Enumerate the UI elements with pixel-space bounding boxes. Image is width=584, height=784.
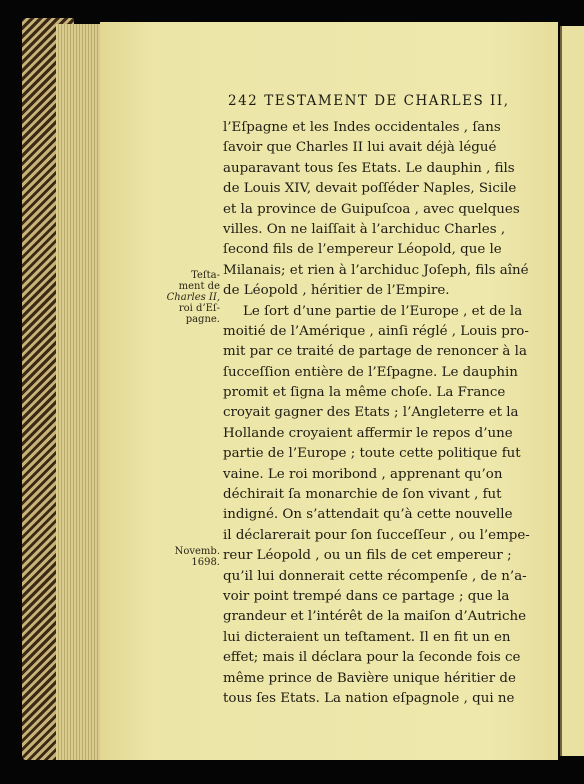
text-line: Hollande croyaient affermir le repos d’une bbox=[223, 425, 513, 441]
margin-note-line: Teſta- bbox=[191, 270, 220, 281]
text-line: voir point trempé dans ce partage ; que la bbox=[223, 588, 510, 604]
text-line: déchirait ſa monarchie de ſon vivant , fut bbox=[223, 487, 502, 503]
text-line: ſecond fils de l’empereur Léopold, que le bbox=[223, 242, 502, 258]
adjacent-page bbox=[560, 26, 584, 756]
margin-note-line: Novemb. bbox=[174, 546, 220, 557]
text-line: effet; mais il déclara pour la ſeconde fois ce bbox=[223, 650, 521, 666]
text-line: de Léopold , héritier de l’Empire. bbox=[223, 283, 450, 299]
text-line: et la province de Guipuſcoa , avec quelques bbox=[223, 201, 520, 217]
text-line: tous ſes Etats. La nation eſpagnole , qui ne bbox=[223, 690, 515, 706]
page-edges bbox=[56, 24, 106, 760]
text-line: croyait gagner des Etats ; l’Angleterre et la bbox=[223, 405, 519, 421]
page-number: 242 bbox=[228, 93, 259, 109]
text-line: villes. On ne laiſſait à l’archiduc Charles , bbox=[223, 221, 506, 237]
text-line: Le ſort d’une partie de l’Europe , et de la bbox=[243, 303, 523, 319]
text-line: grandeur et l’intérêt de la maiſon d’Autriche bbox=[223, 609, 527, 625]
margin-note-line: roi d’Eſ- bbox=[178, 303, 220, 314]
text-line: ſavoir que Charles II lui avait déjà légué bbox=[223, 140, 497, 156]
margin-note-line: Charles II, bbox=[166, 292, 220, 303]
text-line: vaine. Le roi moribond , apprenant qu’on bbox=[223, 466, 503, 482]
text-line: mit par ce traité de partage de renoncer à la bbox=[223, 344, 527, 360]
text-line: de Louis XIV, devait poſſéder Naples, Sicile bbox=[223, 181, 517, 197]
margin-note-line: 1698. bbox=[191, 557, 220, 568]
text-line: reur Léopold , ou un fils de cet empereur ; bbox=[223, 548, 512, 564]
text-line: promit et ſigna la même choſe. La France bbox=[223, 385, 506, 401]
text-line: indigné. On s’attendait qu’à cette nouvelle bbox=[223, 507, 513, 523]
text-line: ſucceſſion entière de l’Eſpagne. Le dauphin bbox=[223, 364, 518, 380]
text-line: même prince de Bavière unique héritier de bbox=[223, 670, 516, 686]
margin-note-line: ment de bbox=[178, 281, 220, 292]
body-text bbox=[223, 118, 530, 709]
running-header bbox=[228, 93, 510, 109]
running-title: TESTAMENT DE CHARLES II, bbox=[264, 93, 510, 109]
text-line: partie de l’Europe ; toute cette politique fut bbox=[223, 446, 521, 462]
text-line: lui dicteraient un teſtament. Il en fit un en bbox=[223, 629, 511, 645]
text-line: l’Eſpagne et les Indes occidentales , ſans bbox=[223, 120, 501, 135]
text-line: qu’il lui donnerait cette récompenſe , de n’a- bbox=[223, 568, 527, 584]
text-line: Milanais; et rien à l’archiduc Joſeph, fils aîné bbox=[223, 262, 529, 278]
text-line: auparavant tous ſes Etats. Le dauphin , fils bbox=[223, 160, 515, 176]
text-line: il déclarerait pour ſon ſucceſſeur , ou l’empe- bbox=[223, 527, 530, 543]
margin-note-line: pagne. bbox=[185, 314, 220, 325]
margin-note-date bbox=[160, 546, 220, 568]
margin-note-testament bbox=[160, 270, 220, 325]
text-line: moitié de l’Amérique , ainſi réglé , Louis pro- bbox=[223, 323, 529, 339]
